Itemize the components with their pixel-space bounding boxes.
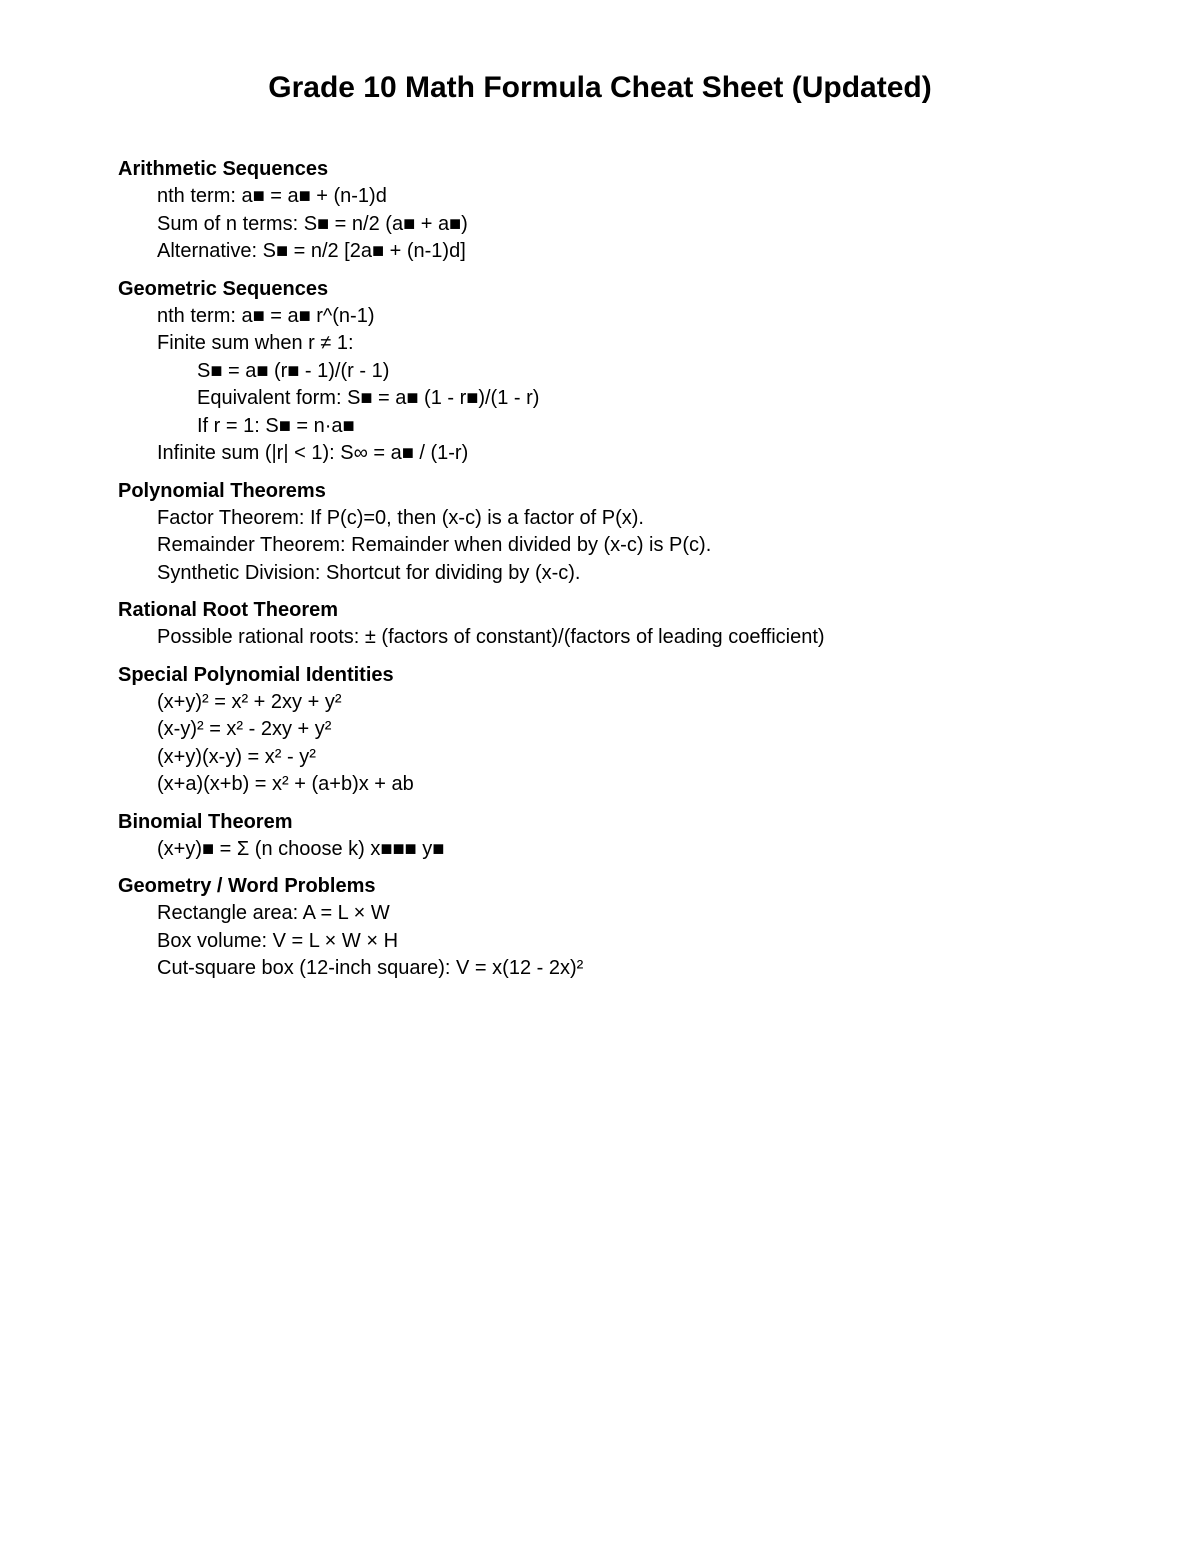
section-heading: Arithmetic Sequences bbox=[118, 158, 329, 180]
formula-line: nth term: a■ = a■ + (n-1)d bbox=[157, 185, 387, 207]
formula-line: Rectangle area: A = L × W bbox=[157, 902, 390, 924]
formula-line: Sum of n terms: S■ = n/2 (a■ + a■) bbox=[157, 212, 468, 235]
section-heading: Special Polynomial Identities bbox=[118, 663, 394, 686]
formula-line: (x-y)² = x² - 2xy + y² bbox=[157, 718, 332, 740]
formula-line: (x+y)(x-y) = x² - y² bbox=[157, 745, 316, 768]
section-polynomial-theorems bbox=[118, 477, 1118, 588]
formula-line: nth term: a■ = a■ r^(n-1) bbox=[157, 304, 375, 327]
formula-line: (x+a)(x+b) = x² + (a+b)x + ab bbox=[157, 773, 414, 795]
page-title: Grade 10 Math Formula Cheat Sheet (Updated) bbox=[268, 71, 932, 104]
section-arithmetic-sequences bbox=[118, 155, 1118, 266]
formula-line: (x+y)² = x² + 2xy + y² bbox=[157, 690, 342, 713]
formula-line: Equivalent form: S■ = a■ (1 - r■)/(1 - r) bbox=[197, 387, 540, 409]
formula-line: Finite sum when r ≠ 1: bbox=[157, 332, 354, 354]
section-heading: Polynomial Theorems bbox=[118, 479, 326, 502]
formula-line: Synthetic Division: Shortcut for dividing by (x-c). bbox=[157, 561, 581, 584]
formula-line: Infinite sum (|r| < 1): S∞ = a■ / (1-r) bbox=[157, 442, 469, 464]
section-heading: Geometry / Word Problems bbox=[118, 875, 376, 897]
section-heading: Rational Root Theorem bbox=[118, 599, 339, 621]
section-binomial-theorem bbox=[118, 808, 1118, 864]
formula-line: Cut-square box (12-inch square): V = x(12 - 2x)² bbox=[157, 957, 584, 979]
section-heading: Binomial Theorem bbox=[118, 810, 293, 833]
formula-line: (x+y)■ = Σ (n choose k) x■■■ y■ bbox=[157, 837, 445, 860]
formula-line: S■ = a■ (r■ - 1)/(r - 1) bbox=[197, 359, 390, 382]
section-geometric-sequences bbox=[118, 275, 1118, 468]
formula-line: Box volume: V = L × W × H bbox=[157, 929, 399, 952]
section-rational-root-theorem bbox=[118, 596, 1118, 652]
section-geometry-word-problems bbox=[118, 872, 1118, 983]
section-heading: Geometric Sequences bbox=[118, 277, 329, 300]
formula-line: Alternative: S■ = n/2 [2a■ + (n-1)d] bbox=[157, 240, 466, 262]
formula-line: If r = 1: S■ = n·a■ bbox=[197, 414, 355, 437]
formula-content bbox=[118, 155, 1118, 992]
formula-line: Remainder Theorem: Remainder when divided by (x-c) is P(c). bbox=[157, 534, 712, 556]
formula-line: Possible rational roots: ± (factors of constant)/(factors of leading coefficient) bbox=[157, 626, 825, 648]
section-special-polynomial-identities bbox=[118, 661, 1118, 799]
formula-line: Factor Theorem: If P(c)=0, then (x-c) is a factor of P(x). bbox=[157, 506, 644, 529]
